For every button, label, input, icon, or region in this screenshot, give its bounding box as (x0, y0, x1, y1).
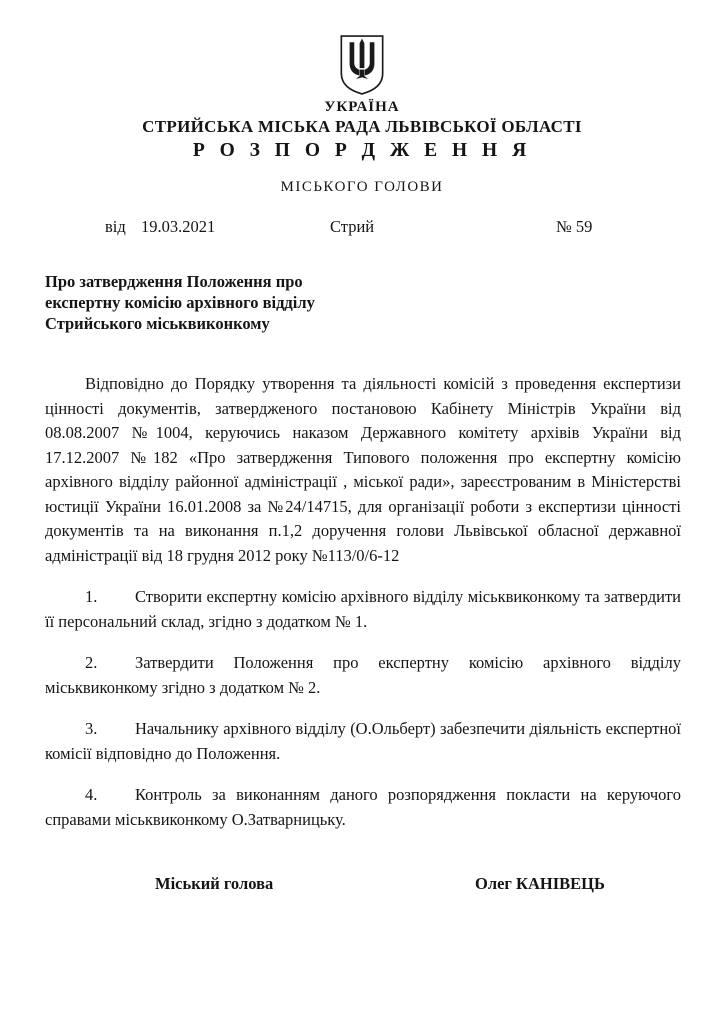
subject-block (45, 271, 724, 334)
country-name: УКРАЇНА (324, 99, 400, 115)
subject-line-1: Про затвердження Положення про (45, 272, 303, 291)
city-name: Стрий (330, 217, 375, 236)
intro-paragraph: Відповідно до Порядку утворення та діяльності комісій з проведення експертизи цінності документів, затвердженого постановою Кабінету Міністрів України від 08.08.2007 №1004, керуючись наказом Державного комітету архівів України від 17.12.2007 №182 «Про затвердження Типового положення про експертну комісію архівного відділу районної адміністрації , міської ради», зареєстрованим в Міністерстві юстиції України 16.01.2008 за №24/14715, для організації роботи з експертизи цінності документів та на виконання п.1,2 доручення голови Львівської обласної державної адміністрації від 18 грудня 2012 року №113/0/6-12 (45, 374, 681, 565)
subject-line-2: експертну комісію архівного відділу (45, 293, 315, 312)
item-text: Контроль за виконанням даного розпорядження покласти на керуючого справами міськвиконкому О.Затварницьку. (45, 785, 681, 829)
document-number: № 59 (556, 217, 593, 236)
ordered-item-4 (45, 783, 681, 832)
ukraine-trident-icon (0, 0, 724, 96)
signature-row (0, 874, 724, 896)
document-subtype: МІСЬКОГО ГОЛОВИ (280, 179, 444, 195)
ordered-item-2 (45, 651, 681, 700)
date-label: від (105, 217, 126, 236)
ordered-item-1 (45, 585, 681, 634)
item-text: Створити експертну комісію архівного відділу міськвиконкому та затвердити її персональний склад, згідно з додатком № 1. (45, 587, 681, 631)
document-type-title: Р О З П О Р Д Ж Е Н Н Я (192, 140, 532, 161)
document-body (45, 372, 681, 832)
council-name: СТРИЙСЬКА МІСЬКА РАДА ЛЬВІВСЬКОЇ ОБЛАСТІ (142, 117, 582, 136)
item-text: Затвердити Положення про експертну комісію архівного відділу міськвиконкому згідно з додатком № 2. (45, 653, 681, 697)
item-number: 4. (85, 785, 98, 804)
document-header (0, 0, 724, 196)
item-number: 3. (85, 719, 98, 738)
ordered-item-3 (45, 717, 681, 766)
signatory-position: Міський голова (155, 874, 274, 893)
item-text: Начальнику архівного відділу (О.Ольберт) забезпечити діяльність експертної комісії відповідно до Положення. (45, 719, 681, 763)
signatory-name: Олег КАНІВЕЦЬ (475, 874, 605, 893)
date-value: 19.03.2021 (141, 217, 216, 236)
document-meta-row (0, 217, 724, 238)
subject-line-3: Стрийського міськвиконкому (45, 314, 270, 333)
item-number: 2. (85, 653, 98, 672)
item-number: 1. (85, 587, 98, 606)
